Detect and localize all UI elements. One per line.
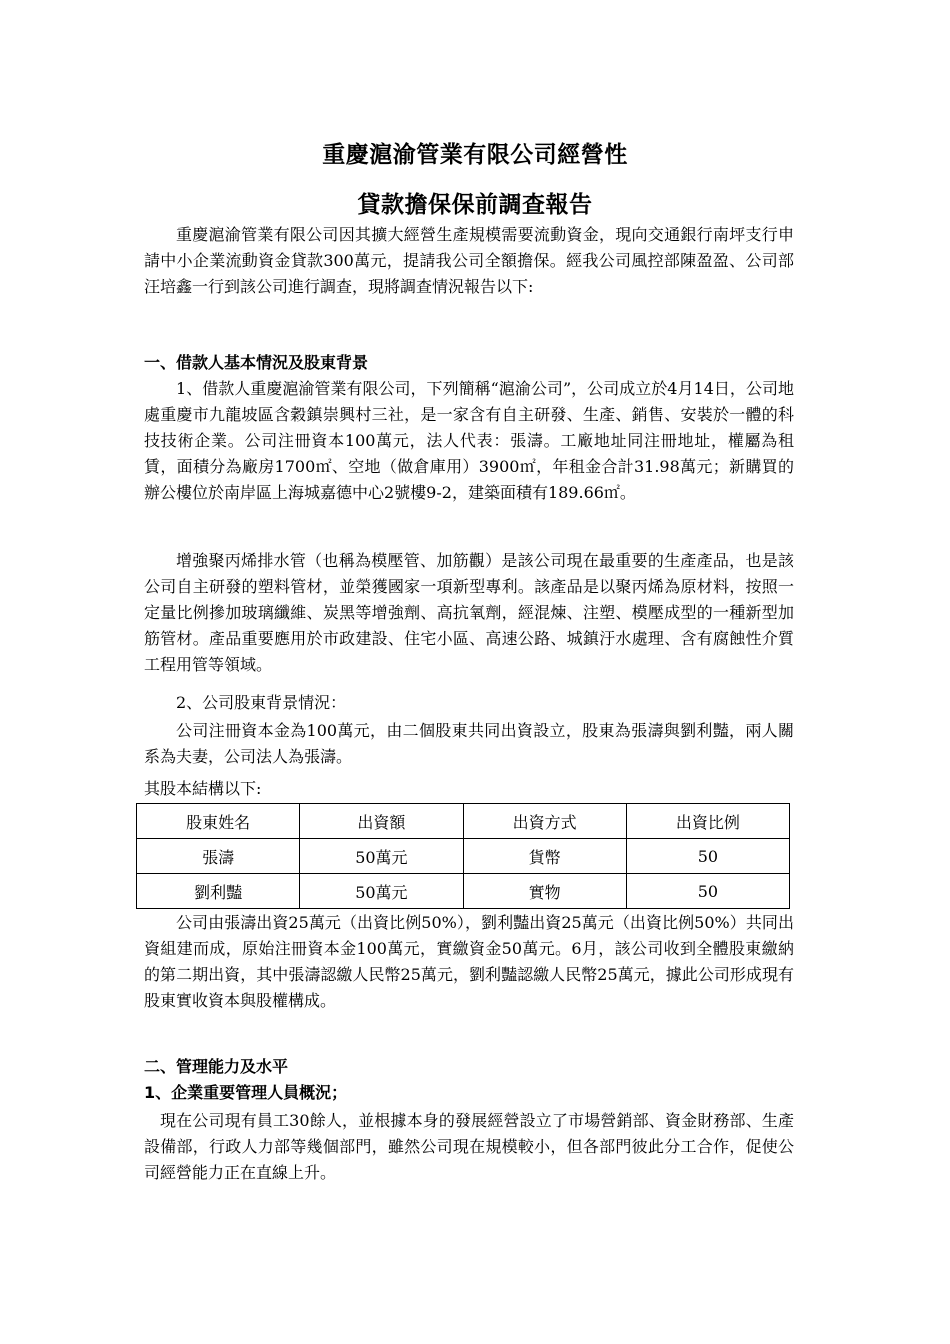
- table-header-cell: 出資方式: [463, 804, 626, 839]
- table-cell: 50: [626, 874, 789, 909]
- table-cell: 實物: [463, 874, 626, 909]
- shareholder-table: [136, 803, 790, 909]
- document-title-line-1: 重慶滬渝管業有限公司經營性: [322, 142, 628, 168]
- table-header-cell: 出資額: [300, 804, 463, 839]
- section-1-paragraph-2: 增強聚丙烯排水管（也稱為模壓管、加筋觀）是該公司現在最重要的生產產品，也是該公司自主研發的塑料管材，並榮獲國家一項新型專利。該產品是以聚丙烯為原材料，按照一定量比例摻加玻璃纖維、炭黑等增強劑、高抗氧劑，經混煉、注塑、模壓成型的一種新型加筋管材。產品重要應用於市政建設、住宅小區、高速公路、城鎮汙水處理、含有腐蝕性介質工程用管等領域。: [144, 551, 794, 674]
- table-header-cell: 出資比例: [626, 804, 789, 839]
- table-header-row: [137, 804, 790, 839]
- section-1-paragraph-5: 公司由張濤出資25萬元（出資比例50%），劉利豔出資25萬元（出資比例50%）共同出資組建而成，原始注冊資本金100萬元，實繳資金50萬元。6月，該公司收到全體股東繳納的第二期出資，其中張濤認繳人民幣25萬元，劉利豔認繳人民幣25萬元，據此公司形成現有股東實收資本與股權構成。: [144, 913, 794, 1010]
- intro-paragraph: 重慶滬渝管業有限公司因其擴大經營生產規模需要流動資金，現向交通銀行南坪支行申請中小企業流動資金貸款300萬元，提請我公司全額擔保。經我公司風控部陳盈盈、公司部汪培鑫一行到該公司進行調查，現將調查情況報告以下:: [144, 225, 794, 296]
- table-cell: 貨幣: [463, 839, 626, 874]
- table-header-cell: 股東姓名: [137, 804, 300, 839]
- table-caption: 其股本結構以下:: [144, 779, 262, 798]
- section-2-heading: 二、管理能力及水平: [144, 1057, 289, 1076]
- section-2-subheading: 1、企業重要管理人員概況；: [144, 1083, 348, 1102]
- table-cell: 50萬元: [300, 874, 463, 909]
- section-1-paragraph-3: 2、公司股東背景情況：: [176, 693, 347, 712]
- table-row: [137, 874, 790, 909]
- section-1-heading: 一、借款人基本情況及股東背景: [144, 353, 369, 372]
- table-cell: 50: [626, 839, 789, 874]
- table-cell: 劉利豔: [137, 874, 300, 909]
- table-cell: 50萬元: [300, 839, 463, 874]
- table-row: [137, 839, 790, 874]
- document-title-line-2: 貸款擔保保前調查報告: [357, 192, 593, 218]
- section-1-paragraph-1: 1、借款人重慶滬渝管業有限公司，下列簡稱“滬渝公司”，公司成立於4月14日，公司地處重慶市九龍坡區含穀鎮崇興村三社，是一家含有自主研發、生產、銷售、安裝於一體的科技技術企業。公司注冊資本100萬元，法人代表：張濤。工廠地址同注冊地址，權屬為租賃，面積分為廠房1700㎡、空地（做倉庫用）3900㎡，年租金合計31.98萬元；新購買的辦公樓位於南岸區上海城嘉德中心2號樓9-2，建築面積有189.66㎡。: [144, 379, 794, 502]
- table-cell: 張濤: [137, 839, 300, 874]
- section-1-paragraph-4: 公司注冊資本金為100萬元，由二個股東共同出資設立，股東為張濤與劉利豔，兩人關系為夫妻，公司法人為張濤。: [144, 721, 794, 766]
- section-2-paragraph-1: 現在公司現有員工30餘人，並根據本身的發展經營設立了市場營銷部、資金財務部、生產設備部，行政人力部等幾個部門，雖然公司現在規模較小，但各部門彼此分工合作，促使公司經營能力正在直線上升。: [144, 1111, 794, 1182]
